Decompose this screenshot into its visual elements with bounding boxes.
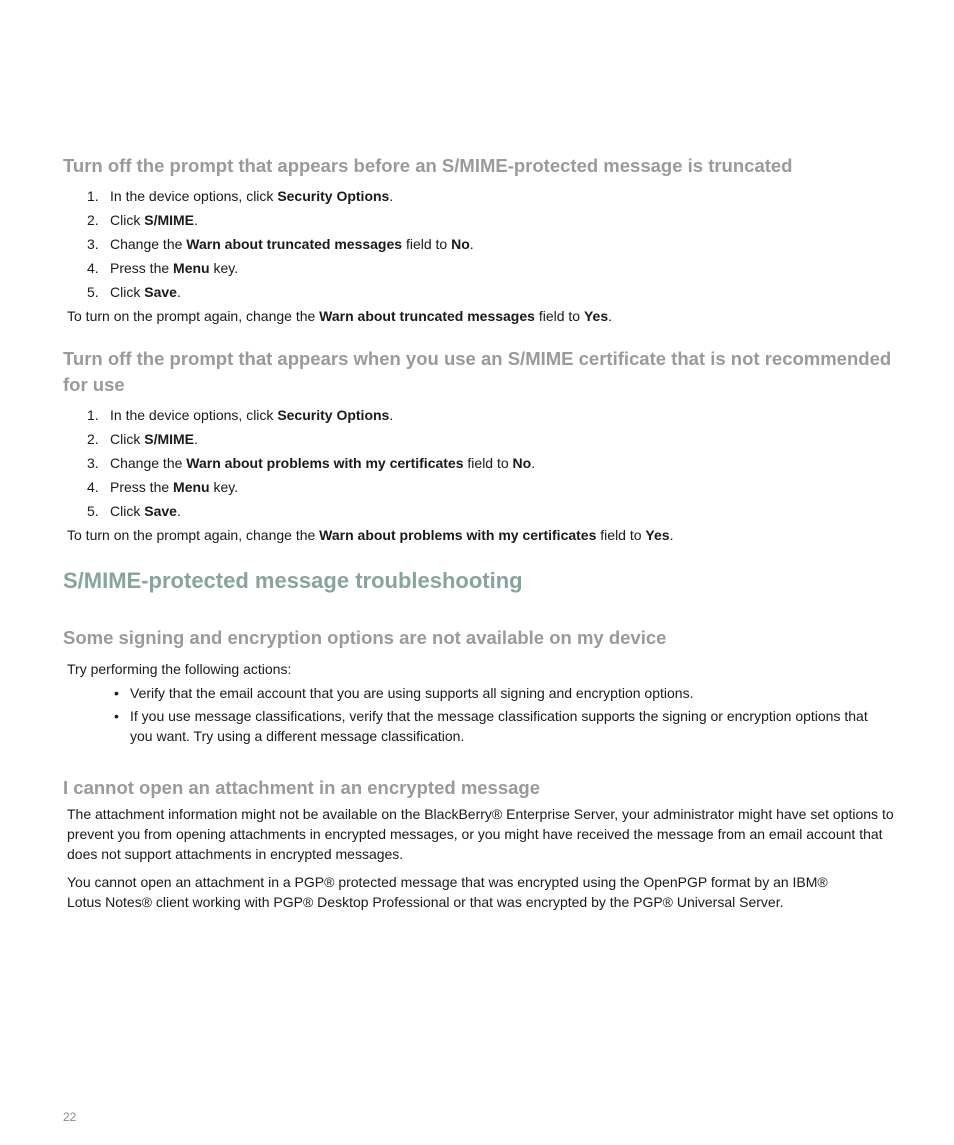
section-heading-certificate-prompt: Turn off the prompt that appears when you use an S/MIME certificate that is not recommended xyxy=(63,348,892,369)
bullet-text: Verify that the email account that you are using supports all signing and encryption options. xyxy=(130,685,694,701)
step-text: In the device options, click xyxy=(110,188,278,204)
section-heading-attachment: I cannot open an attachment in an encrypted message xyxy=(63,777,541,798)
note-text: field to xyxy=(596,527,646,543)
list-item xyxy=(87,501,181,521)
section-heading-signing-options: Some signing and encryption options are not available on my device xyxy=(63,627,667,648)
step-number: 2. xyxy=(87,212,99,228)
list-item xyxy=(87,210,198,230)
step-ui-term: S/MIME xyxy=(144,212,195,228)
step-text: Press the xyxy=(110,260,174,276)
body-paragraph: You cannot open an attachment in a PGP® protected message that was encrypted using the OpenPGP format by an IBM® Lotus Notes® client working with PGP® Desktop Professional or that was encrypted by the PGP® Universal Server. xyxy=(67,874,828,910)
step-text: . xyxy=(389,188,394,204)
list-item xyxy=(114,683,894,703)
step-number: 4. xyxy=(87,479,99,495)
list-item xyxy=(114,706,894,746)
step-ui-term: No xyxy=(451,236,470,252)
step-text: Click xyxy=(110,431,145,447)
note-ui-term: Yes xyxy=(583,308,609,324)
step-text: . xyxy=(194,212,198,228)
step-text: In the device options, click xyxy=(110,407,278,423)
list-item xyxy=(87,405,393,425)
step-text: . xyxy=(176,284,181,300)
step-number: 4. xyxy=(87,260,99,276)
step-ui-term: Save xyxy=(144,284,177,300)
step-text: Change the xyxy=(110,236,187,252)
step-ui-term: No xyxy=(512,455,532,471)
step-ui-term: Security Options xyxy=(277,188,390,204)
page-number: 22 xyxy=(63,1110,77,1124)
note-ui-term: Warn about problems with my certificates xyxy=(319,527,597,543)
step-ui-term: Security Options xyxy=(277,407,390,423)
step-number: 3. xyxy=(87,236,99,252)
chapter-heading-troubleshooting: S/MIME-protected message troubleshooting xyxy=(63,568,523,593)
note-text: field to xyxy=(534,308,584,324)
bullet-glyph: • xyxy=(114,708,119,724)
step-ui-term: Menu xyxy=(173,479,210,495)
step-number: 2. xyxy=(87,431,99,447)
note-text: To turn on the prompt again, change the xyxy=(67,308,320,324)
step-text: field to xyxy=(402,236,452,252)
intro-paragraph: Try performing the following actions: xyxy=(67,661,292,677)
step-number: 5. xyxy=(87,503,99,519)
step-text: . xyxy=(194,431,198,447)
step-text: Change the xyxy=(110,455,187,471)
note-ui-term: Warn about truncated messages xyxy=(319,308,535,324)
note-paragraph xyxy=(67,306,612,326)
note-text: . xyxy=(608,308,612,324)
note-ui-term: Yes xyxy=(645,527,670,543)
step-text: key. xyxy=(209,479,239,495)
list-item xyxy=(87,258,238,278)
step-text: . xyxy=(389,407,394,423)
step-text: Click xyxy=(110,212,145,228)
step-ui-term: Warn about problems with my certificates xyxy=(186,455,464,471)
body-paragraph: The attachment information might not be available on the BlackBerry® Enterprise Server, your administrator might have set options to prevent you from opening attachments in encrypted messages, or you might have received the message from an email account that does not support attachments in encrypted messages. xyxy=(67,806,894,862)
list-item xyxy=(87,282,181,302)
step-text: . xyxy=(531,455,536,471)
step-number: 1. xyxy=(87,188,99,204)
step-text: Press the xyxy=(110,479,174,495)
step-text: key. xyxy=(209,260,239,276)
note-text: To turn on the prompt again, change the xyxy=(67,527,320,543)
step-text: . xyxy=(469,236,474,252)
step-number: 5. xyxy=(87,284,99,300)
bullet-text: If you use message classifications, verify that the message classification supports the signing or encryption options that you want. Try using a different message classification. xyxy=(130,708,868,744)
list-item xyxy=(87,477,238,497)
list-item xyxy=(87,429,198,449)
step-ui-term: Warn about truncated messages xyxy=(186,236,403,252)
section-heading-truncated-prompt: Turn off the prompt that appears before an S/MIME-protected message is truncated xyxy=(63,155,793,176)
step-number: 1. xyxy=(87,407,99,423)
note-paragraph xyxy=(67,525,673,545)
step-text: . xyxy=(176,503,181,519)
section-heading-certificate-prompt-cont: for use xyxy=(63,374,125,395)
step-ui-term: S/MIME xyxy=(144,431,195,447)
list-item xyxy=(87,453,535,473)
step-text: Click xyxy=(110,503,145,519)
note-text: . xyxy=(669,527,674,543)
step-ui-term: Menu xyxy=(173,260,210,276)
list-item xyxy=(87,234,474,254)
bullet-glyph: • xyxy=(114,685,119,701)
step-text: field to xyxy=(463,455,513,471)
step-text: Click xyxy=(110,284,145,300)
list-item xyxy=(87,186,393,206)
step-ui-term: Save xyxy=(144,503,177,519)
step-number: 3. xyxy=(87,455,99,471)
